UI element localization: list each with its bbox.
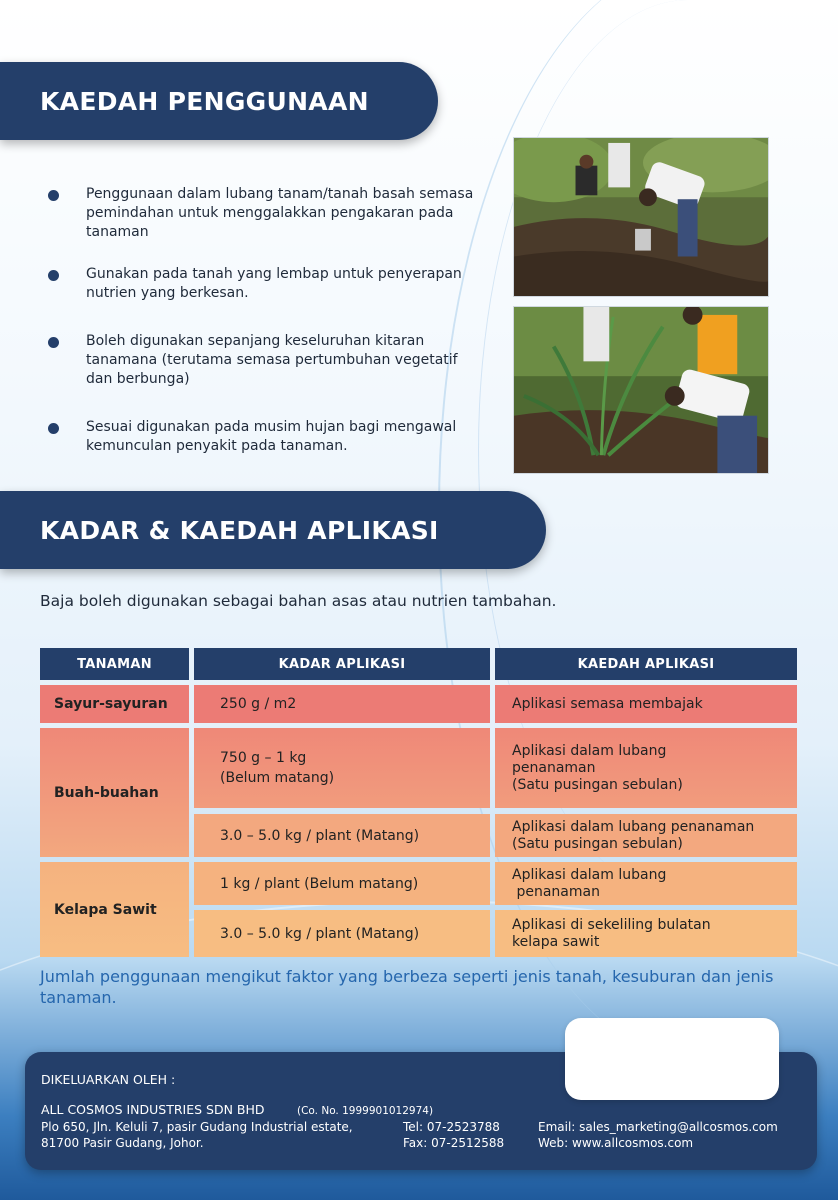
- bullet-dot-icon: [48, 270, 59, 281]
- method-cell: [495, 862, 797, 905]
- section-title: KAEDAH PENGGUNAAN: [40, 86, 369, 116]
- method-line: Aplikasi dalam lubang: [512, 742, 667, 759]
- email-link[interactable]: Email: sales_marketing@allcosmos.com: [538, 1120, 778, 1134]
- method-line: penanaman: [512, 883, 600, 900]
- palm-planting-photo: [513, 306, 769, 474]
- rate-line: 750 g – 1 kg: [220, 750, 307, 766]
- rate-cell: 3.0 – 5.0 kg / plant (Matang): [194, 814, 490, 857]
- section-banner-kadar-kaedah: [0, 491, 546, 569]
- crop-cell-buah: Buah-buahan: [40, 728, 189, 857]
- method-line: (Satu pusingan sebulan): [512, 835, 683, 852]
- crop-cell-kelapa-sawit: Kelapa Sawit: [40, 862, 189, 957]
- company-name: ALL COSMOS INDUSTRIES SDN BHD: [41, 1102, 265, 1117]
- method-cell: [495, 814, 797, 857]
- bullet-text: Gunakan pada tanah yang lembap untuk penyerapan nutrien yang berkesan.: [86, 266, 462, 301]
- list-item: [48, 418, 488, 456]
- table-header-kaedah: KAEDAH APLIKASI: [495, 648, 797, 680]
- address-line: 81700 Pasir Gudang, Johor.: [41, 1136, 204, 1150]
- intro-text: Baja boleh digunakan sebagai bahan asas atau nutrien tambahan.: [40, 592, 557, 610]
- rate-line: (Belum matang): [220, 770, 335, 786]
- company-number: (Co. No. 1999901012974): [297, 1105, 434, 1117]
- rate-cell: 250 g / m2: [194, 685, 490, 723]
- method-line: Aplikasi dalam lubang: [512, 866, 667, 883]
- fax: Fax: 07-2512588: [403, 1136, 505, 1150]
- website-link[interactable]: Web: www.allcosmos.com: [538, 1136, 694, 1150]
- issued-by-label: DIKELUARKAN OLEH :: [41, 1072, 176, 1087]
- method-line: (Satu pusingan sebulan): [512, 776, 683, 793]
- table-header-kadar: KADAR APLIKASI: [194, 648, 490, 680]
- method-line: kelapa sawit: [512, 933, 600, 950]
- method-cell: Aplikasi semasa membajak: [495, 685, 797, 723]
- list-item: [48, 332, 488, 389]
- list-item: [48, 265, 488, 303]
- bullet-dot-icon: [48, 423, 59, 434]
- bullet-text: Penggunaan dalam lubang tanam/tanah basah semasa pemindahan untuk menggalakkan pengakaran pada tanaman: [86, 186, 474, 240]
- field-application-photo: [513, 137, 769, 297]
- usage-note: Jumlah penggunaan mengikut faktor yang berbeza seperti jenis tanah, kesuburan dan jenis tanaman.: [40, 967, 774, 1007]
- crop-cell-sayur: Sayur-sayuran: [40, 685, 189, 723]
- method-cell: [495, 728, 797, 808]
- rate-cell: [194, 728, 490, 808]
- bullet-text: Boleh digunakan sepanjang keseluruhan kitaran tanamana (terutama semasa pertumbuhan vegetatif dan berbunga): [86, 333, 458, 387]
- method-cell: [495, 910, 797, 957]
- method-line: penanaman: [512, 759, 596, 776]
- bullet-dot-icon: [48, 337, 59, 348]
- bullet-text: Sesuai digunakan pada musim hujan bagi mengawal kemunculan penyakit pada tanaman.: [86, 419, 457, 454]
- address-line: Plo 650, Jln. Keluli 7, pasir Gudang Industrial estate,: [41, 1120, 353, 1134]
- rate-cell: 3.0 – 5.0 kg / plant (Matang): [194, 910, 490, 957]
- table-header-tanaman: TANAMAN: [40, 648, 189, 680]
- section-banner-kaedah-penggunaan: [0, 62, 438, 140]
- blank-label-box: [565, 1018, 779, 1100]
- method-line: Aplikasi di sekeliling bulatan: [512, 916, 711, 933]
- list-item: [48, 185, 488, 242]
- method-line: Aplikasi dalam lubang penanaman: [512, 818, 755, 835]
- telephone: Tel: 07-2523788: [403, 1120, 500, 1134]
- rate-cell: 1 kg / plant (Belum matang): [194, 862, 490, 905]
- bullet-dot-icon: [48, 190, 59, 201]
- section-title: KADAR & KAEDAH APLIKASI: [40, 515, 439, 545]
